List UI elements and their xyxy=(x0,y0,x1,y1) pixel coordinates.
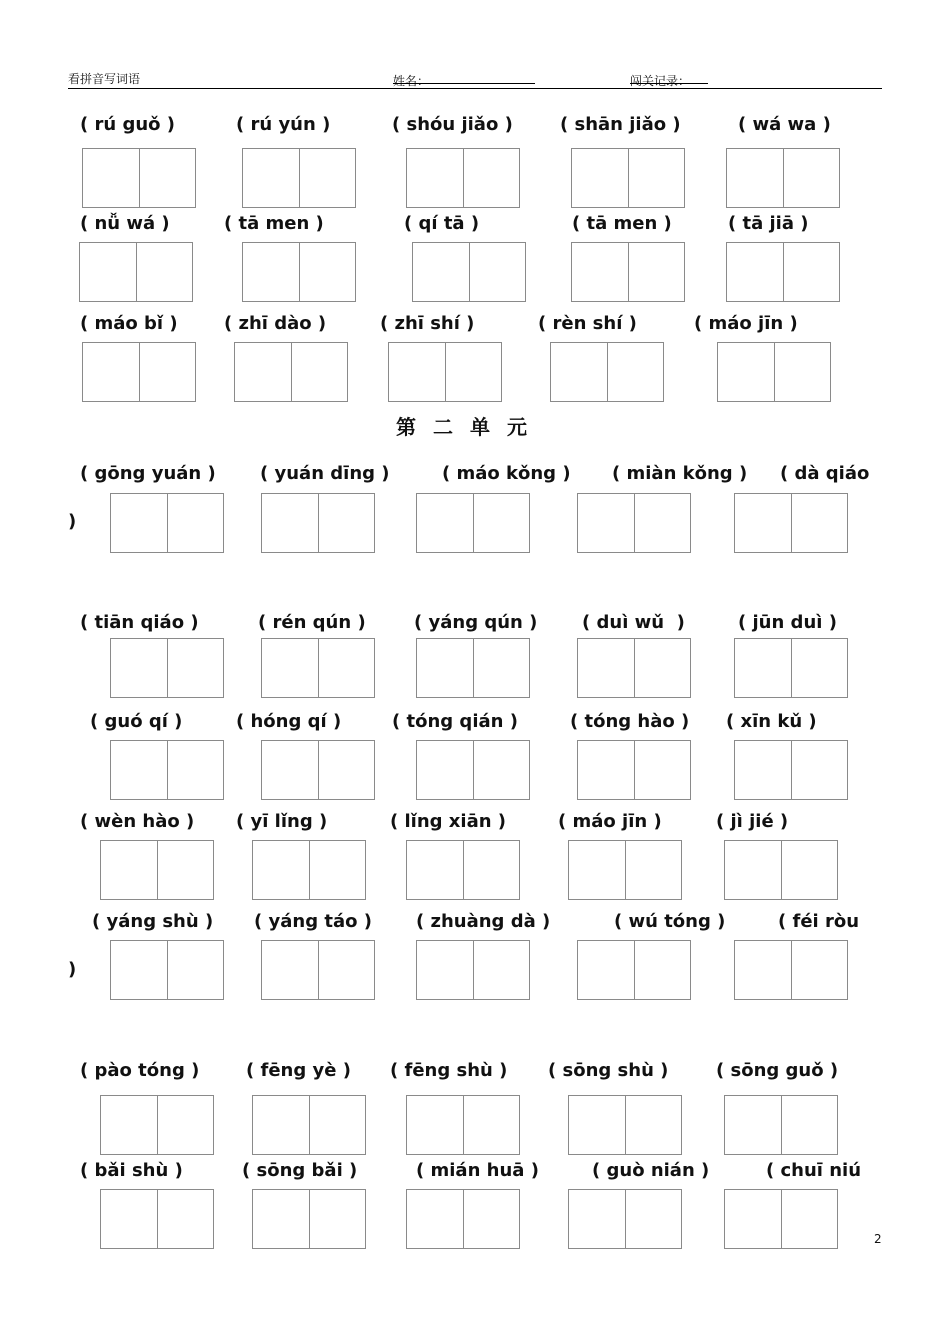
answer-box[interactable] xyxy=(110,940,224,1000)
answer-box[interactable] xyxy=(406,1189,520,1249)
pinyin-prompt: ( wèn hào ) xyxy=(80,811,195,832)
pinyin-prompt: ( xīn kǔ ) xyxy=(726,711,817,732)
record-label: 闯关记录： xyxy=(630,74,691,88)
pinyin-prompt: ( sōng bǎi ) xyxy=(242,1160,358,1181)
answer-box[interactable] xyxy=(726,242,840,302)
answer-box[interactable] xyxy=(261,940,375,1000)
pinyin-prompt: ( zhuàng dà ) xyxy=(416,911,551,932)
answer-box[interactable] xyxy=(412,242,526,302)
answer-box[interactable] xyxy=(734,940,848,1000)
pinyin-prompt: ( yáng shù ) xyxy=(92,911,214,932)
answer-box[interactable] xyxy=(100,840,214,900)
answer-box[interactable] xyxy=(261,493,375,553)
pinyin-prompt: ( sōng guǒ ) xyxy=(716,1060,839,1081)
answer-box[interactable] xyxy=(571,148,685,208)
pinyin-prompt: ( rèn shí ) xyxy=(538,313,637,334)
pinyin-prompt: ( dà qiáo xyxy=(780,463,870,484)
pinyin-prompt: ( nǚ wá ) xyxy=(80,213,170,234)
answer-box[interactable] xyxy=(724,1189,838,1249)
pinyin-prompt: ( qí tā ) xyxy=(404,213,480,234)
answer-box[interactable] xyxy=(577,638,691,698)
pinyin-prompt: ( fēng yè ) xyxy=(246,1060,351,1081)
answer-box[interactable] xyxy=(252,1189,366,1249)
pinyin-prompt: ( rú yún ) xyxy=(236,114,331,135)
worksheet-title: 看拼音写词语 xyxy=(68,72,141,86)
answer-box[interactable] xyxy=(261,740,375,800)
record-blank[interactable] xyxy=(630,72,708,84)
answer-box[interactable] xyxy=(252,1095,366,1155)
answer-box[interactable] xyxy=(406,148,520,208)
pinyin-prompt: ( zhī dào ) xyxy=(224,313,327,334)
answer-box[interactable] xyxy=(724,1095,838,1155)
pinyin-prompt: ( bǎi shù ) xyxy=(80,1160,183,1181)
answer-box[interactable] xyxy=(388,342,502,402)
unit-title: 第二单元 xyxy=(396,415,544,439)
pinyin-prompt: ( guó qí ) xyxy=(90,711,183,732)
pinyin-prompt: ( tā men ) xyxy=(572,213,672,234)
answer-box[interactable] xyxy=(82,342,196,402)
pinyin-prompt: ( pào tóng ) xyxy=(80,1060,200,1081)
answer-box[interactable] xyxy=(577,493,691,553)
pinyin-prompt: ( máo kǒng ) xyxy=(442,463,571,484)
pinyin-prompt: ( tóng hào ) xyxy=(570,711,690,732)
answer-box[interactable] xyxy=(79,242,193,302)
answer-box[interactable] xyxy=(577,740,691,800)
page-number: 2 xyxy=(874,1232,882,1246)
answer-box[interactable] xyxy=(416,940,530,1000)
answer-box[interactable] xyxy=(577,940,691,1000)
answer-box[interactable] xyxy=(242,242,356,302)
answer-box[interactable] xyxy=(100,1095,214,1155)
pinyin-prompt: ( chuī niú xyxy=(766,1160,862,1181)
answer-box[interactable] xyxy=(242,148,356,208)
pinyin-prompt: ( yuán dīng ) xyxy=(260,463,390,484)
pinyin-prompt: ( lǐng xiān ) xyxy=(390,811,507,832)
pinyin-prompt: ( miàn kǒng ) xyxy=(612,463,748,484)
answer-box[interactable] xyxy=(100,1189,214,1249)
pinyin-prompt: ( jūn duì ) xyxy=(738,612,837,633)
answer-box[interactable] xyxy=(252,840,366,900)
answer-box[interactable] xyxy=(406,840,520,900)
pinyin-prompt: ( duì wǔ ) xyxy=(582,612,685,633)
answer-box[interactable] xyxy=(724,840,838,900)
answer-box[interactable] xyxy=(734,740,848,800)
answer-box[interactable] xyxy=(568,840,682,900)
pinyin-prompt: ( shān jiǎo ) xyxy=(560,114,681,135)
answer-box[interactable] xyxy=(550,342,664,402)
answer-box[interactable] xyxy=(568,1189,682,1249)
pinyin-prompt: ( mián huā ) xyxy=(416,1160,539,1181)
pinyin-prompt: ( tiān qiáo ) xyxy=(80,612,199,633)
pinyin-prompt: ( yī lǐng ) xyxy=(236,811,328,832)
name-label: 姓名： xyxy=(393,74,430,88)
answer-box[interactable] xyxy=(726,148,840,208)
answer-box[interactable] xyxy=(416,493,530,553)
page-header xyxy=(68,68,882,89)
pinyin-prompt: ( sōng shù ) xyxy=(548,1060,669,1081)
pinyin-prompt: ( gōng yuán ) xyxy=(80,463,216,484)
answer-box[interactable] xyxy=(261,638,375,698)
pinyin-continuation: ) xyxy=(68,511,77,532)
answer-box[interactable] xyxy=(568,1095,682,1155)
pinyin-prompt: ( féi ròu xyxy=(778,911,860,932)
pinyin-prompt: ( yáng táo ) xyxy=(254,911,372,932)
pinyin-prompt: ( tóng qián ) xyxy=(392,711,518,732)
answer-box[interactable] xyxy=(734,493,848,553)
pinyin-prompt: ( tā men ) xyxy=(224,213,324,234)
pinyin-prompt: ( máo bǐ ) xyxy=(80,313,178,334)
pinyin-prompt: ( máo jīn ) xyxy=(558,811,662,832)
pinyin-continuation: ) xyxy=(68,959,77,980)
answer-box[interactable] xyxy=(717,342,831,402)
pinyin-prompt: ( rú guǒ ) xyxy=(80,114,176,135)
name-blank[interactable] xyxy=(393,72,535,84)
answer-box[interactable] xyxy=(571,242,685,302)
pinyin-prompt: ( wú tóng ) xyxy=(614,911,726,932)
answer-box[interactable] xyxy=(110,740,224,800)
pinyin-prompt: ( yáng qún ) xyxy=(414,612,538,633)
answer-box[interactable] xyxy=(234,342,348,402)
pinyin-prompt: ( shóu jiǎo ) xyxy=(392,114,513,135)
answer-box[interactable] xyxy=(734,638,848,698)
pinyin-prompt: ( máo jīn ) xyxy=(694,313,798,334)
pinyin-prompt: ( tā jiā ) xyxy=(728,213,809,234)
pinyin-prompt: ( zhī shí ) xyxy=(380,313,475,334)
pinyin-prompt: ( fēng shù ) xyxy=(390,1060,508,1081)
answer-box[interactable] xyxy=(406,1095,520,1155)
answer-box[interactable] xyxy=(110,638,224,698)
pinyin-prompt: ( hóng qí ) xyxy=(236,711,342,732)
answer-box[interactable] xyxy=(82,148,196,208)
pinyin-prompt: ( jì jié ) xyxy=(716,811,789,832)
answer-box[interactable] xyxy=(110,493,224,553)
answer-box[interactable] xyxy=(416,638,530,698)
pinyin-prompt: ( rén qún ) xyxy=(258,612,366,633)
answer-box[interactable] xyxy=(416,740,530,800)
pinyin-prompt: ( guò nián ) xyxy=(592,1160,710,1181)
pinyin-prompt: ( wá wa ) xyxy=(738,114,831,135)
